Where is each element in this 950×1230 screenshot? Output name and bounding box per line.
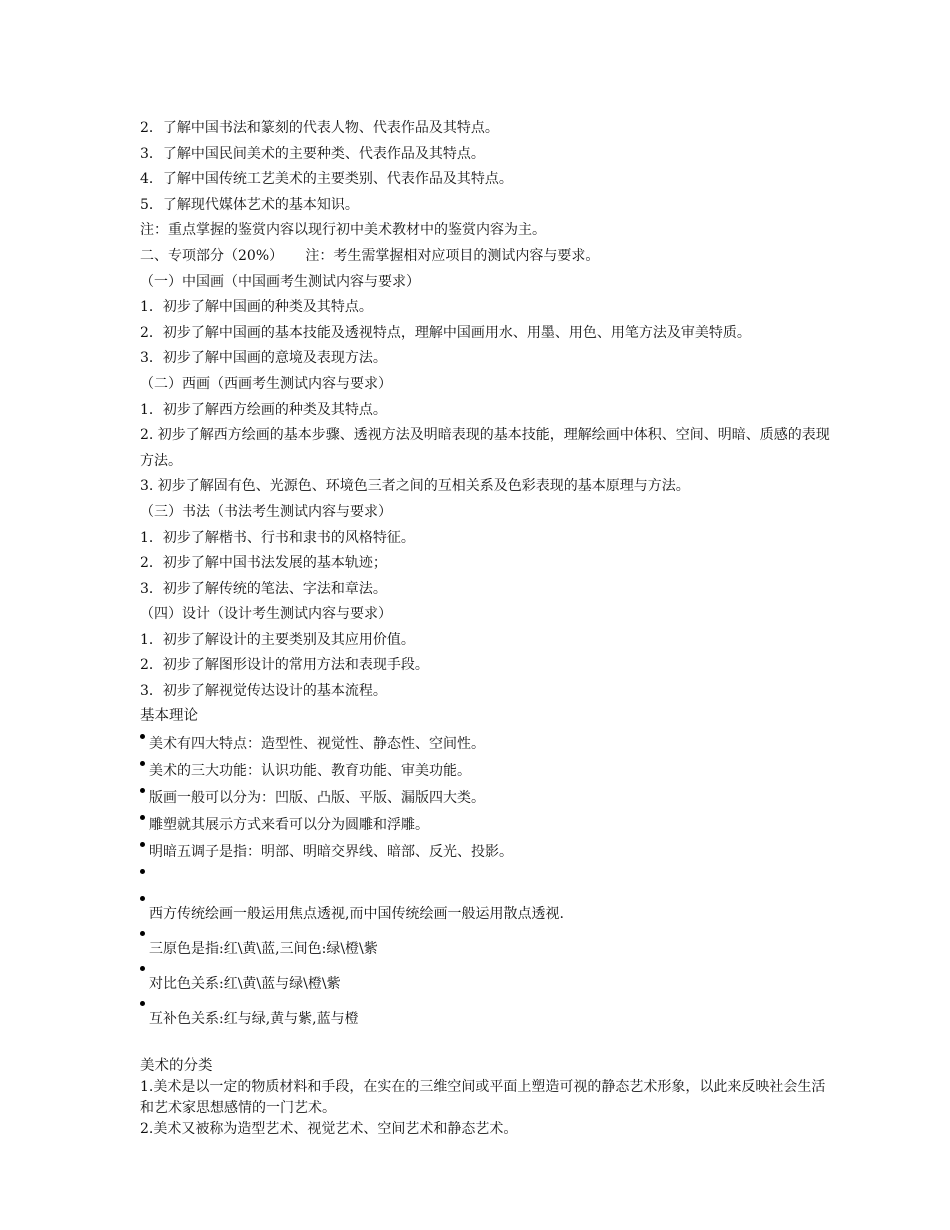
bullet-item (140, 788, 830, 808)
bullet-item (140, 931, 830, 959)
requirement-line: 1．初步了解设计的主要类别及其应用价值。 (140, 631, 415, 648)
classification-paragraph: 1.美术是以一定的物质材料和手段，在实在的三维空间或平面上塑造可视的静态艺术形象，以此来反映社会生活和艺术家思想感情的一门艺术。 (140, 1078, 826, 1116)
bullet-dot-icon (140, 734, 145, 739)
requirement-line: 4．了解中国传统工艺美术的主要类别、代表作品及其特点。 (140, 171, 513, 188)
bullet-text: 美术有四大特点：造型性、视觉性、静态性、空间性。 (149, 735, 485, 752)
bullet-text: 版画一般可以分为：凹版、凸版、平版、漏版四大类。 (149, 789, 485, 806)
theory-heading: 基本理论 (140, 707, 198, 724)
bullet-dot-icon (140, 842, 145, 847)
bullet-item (140, 815, 830, 835)
bullet-text: 明暗五调子是指：明部、明暗交界线、暗部、反光、投影。 (149, 843, 513, 860)
requirements-section (140, 116, 830, 705)
bullet-text: 三原色是指:红\黄\蓝,三间色:绿\橙\紫 (149, 940, 378, 957)
bullet-dot-icon (140, 966, 145, 971)
bullet-dot-icon (140, 815, 145, 820)
requirement-line: 2．初步了解图形设计的常用方法和表现手段。 (140, 657, 429, 674)
requirement-line: 5．了解现代媒体艺术的基本知识。 (140, 196, 359, 213)
bullet-dot-icon (140, 1001, 145, 1006)
bullet-item (140, 896, 830, 924)
bullet-dot-icon (140, 788, 145, 793)
document-page (140, 116, 830, 1140)
classification-paragraph: 2.美术又被称为造型艺术、视觉艺术、空间艺术和静态艺术。 (140, 1120, 518, 1137)
classification-section (140, 1055, 830, 1140)
bullet-text: 西方传统绘画一般运用焦点透视,而中国传统绘画一般运用散点透视. (149, 905, 564, 922)
requirement-line: 3．初步了解视觉传达设计的基本流程。 (140, 683, 387, 700)
bullet-item (140, 1001, 830, 1029)
bullet-item (140, 966, 830, 994)
subsection-heading: （一）中国画（中国画考生测试内容与要求） (140, 273, 420, 290)
requirement-line: 3. 初步了解固有色、光源色、环境色三者之间的互相关系及色彩表现的基本原理与方法。 (140, 478, 690, 495)
note-line: 注：重点掌握的鉴赏内容以现行初中美术教材中的鉴赏内容为主。 (140, 222, 546, 239)
classification-heading: 美术的分类 (140, 1057, 213, 1074)
requirement-line: 3．初步了解中国画的意境及表现方法。 (140, 350, 387, 367)
subsection-heading: （二）西画（西画考生测试内容与要求） (140, 375, 392, 392)
bullet-dot-icon (140, 761, 145, 766)
requirement-line: 2．初步了解中国书法发展的基本轨迹； (140, 555, 387, 572)
bullet-dot-icon (140, 869, 145, 874)
bullet-text: 美术的三大功能：认识功能、教育功能、审美功能。 (149, 762, 471, 779)
bullet-item (140, 842, 830, 862)
bullet-text: 雕塑就其展示方式来看可以分为圆雕和浮雕。 (149, 816, 429, 833)
requirement-line: 2．了解中国书法和篆刻的代表人物、代表作品及其特点。 (140, 120, 499, 136)
bullet-dot-icon (140, 896, 145, 901)
bullet-item-empty (140, 869, 830, 889)
bullet-text: 对比色关系:红\黄\蓝与绿\橙\紫 (149, 975, 341, 992)
requirement-line: 1．初步了解中国画的种类及其特点。 (140, 299, 373, 316)
requirement-line: 1．初步了解楷书、行书和隶书的风格特征。 (140, 529, 415, 546)
requirement-line: 3．了解中国民间美术的主要种类、代表作品及其特点。 (140, 145, 485, 162)
section-heading: 二、专项部分（20%） 注：考生需掌握相对应项目的测试内容与要求。 (140, 247, 600, 264)
theory-section (140, 705, 830, 1029)
subsection-heading: （三）书法（书法考生测试内容与要求） (140, 503, 392, 520)
subsection-heading: （四）设计（设计考生测试内容与要求） (140, 606, 392, 623)
bullet-item (140, 761, 830, 781)
requirement-line: 2．初步了解中国画的基本技能及透视特点，理解中国画用水、用墨、用色、用笔方法及审美特质。 (140, 324, 751, 341)
requirement-line: 3．初步了解传统的笔法、字法和章法。 (140, 580, 387, 597)
requirement-line: 2. 初步了解西方绘画的基本步骤、透视方法及明暗表现的基本技能，理解绘画中体积、空间、明暗、质感的表现方法。 (140, 427, 830, 469)
bullet-dot-icon (140, 931, 145, 936)
bullet-text: 互补色关系:红与绿,黄与紫,蓝与橙 (149, 1010, 359, 1027)
section-spacer (140, 1029, 830, 1055)
bullet-item (140, 734, 830, 754)
requirement-line: 1．初步了解西方绘画的种类及其特点。 (140, 401, 387, 418)
